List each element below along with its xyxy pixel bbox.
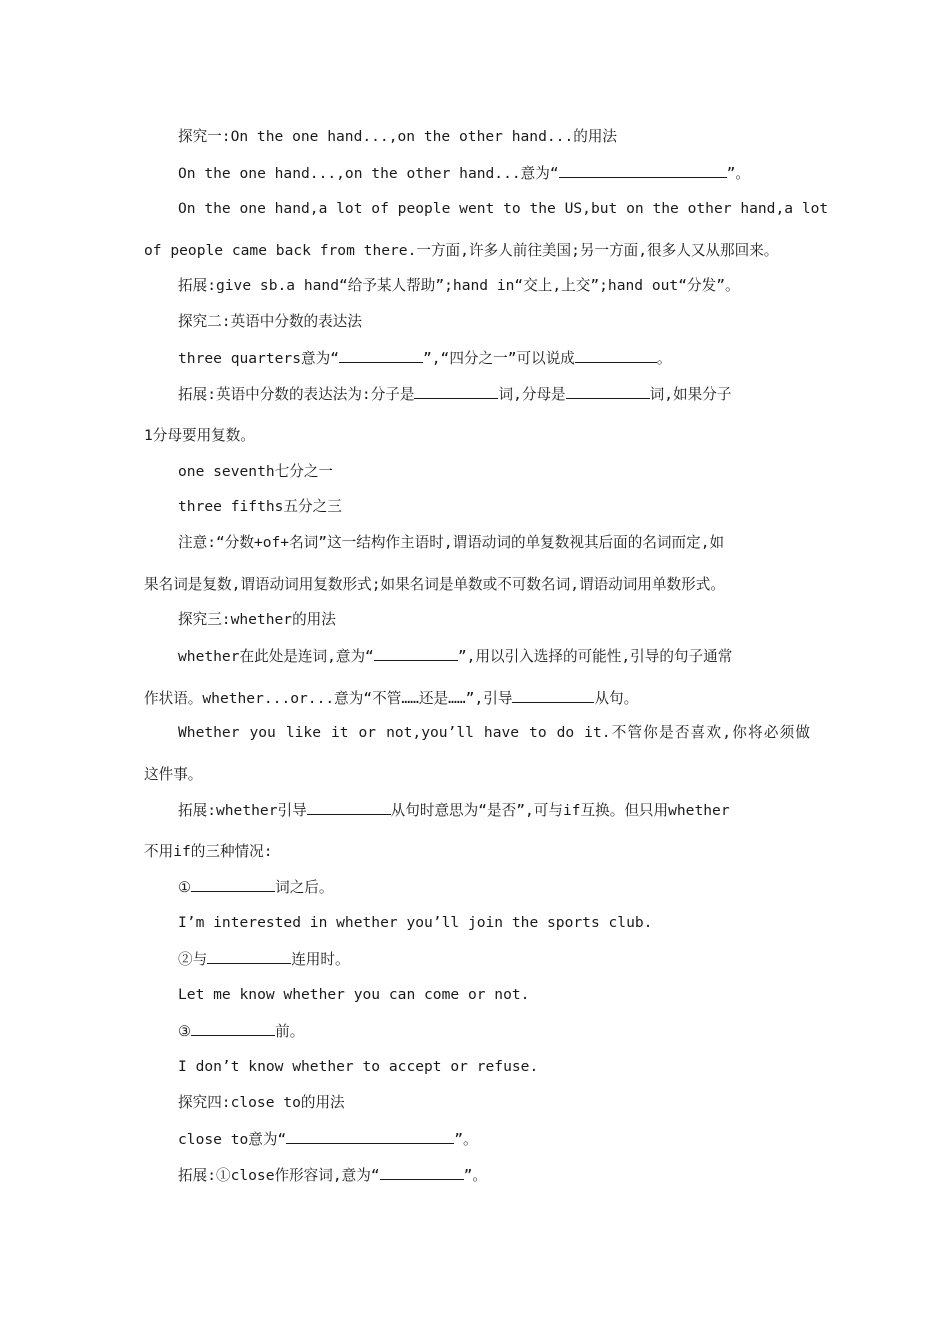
line-text: 词之后。 [275, 879, 334, 896]
definition-line-4 [178, 1129, 810, 1150]
case-item-3 [178, 1021, 810, 1042]
heading-text: 探究三:whether的用法 [178, 611, 336, 628]
heading-text: 探究一:On the one hand...,on the other hand...的用法 [178, 128, 618, 145]
case-item-1 [178, 877, 810, 898]
case-example-1 [178, 913, 810, 933]
line-text: 拓展:give sb.a hand“给予某人帮助”;hand in“交上,上交”;hand out“分发”。 [178, 277, 740, 294]
case-example-2 [178, 985, 810, 1005]
line-text: ① [178, 879, 192, 896]
line-text: 。 [656, 350, 672, 367]
section-heading-4 [178, 1093, 810, 1113]
fill-blank[interactable] [380, 1165, 464, 1180]
heading-text: 探究二:英语中分数的表达法 [178, 313, 362, 330]
line-text: one seventh七分之一 [178, 463, 334, 480]
line-text: three quarters意为“ [178, 350, 339, 367]
line-text: 从句。 [594, 690, 639, 707]
case-example-3 [178, 1057, 810, 1077]
line-text: 拓展:①close作形容词,意为“ [178, 1167, 380, 1184]
heading-text: 探究四:close to的用法 [178, 1094, 345, 1111]
line-text: ③ [178, 1023, 192, 1040]
line-text: Whether you like it or not,you’ll have to do it.不管你是否喜欢,你将必须做 [178, 724, 810, 741]
case-item-2 [178, 949, 810, 970]
line-text: of people came back from there.一方面,许多人前往美国;另一方面,很多人又从那回来。 [144, 242, 779, 259]
line-text: 从句时意思为“是否”,可与if互换。但只用whether [390, 802, 730, 819]
example-fraction-1 [178, 462, 810, 482]
line-text: 前。 [275, 1023, 305, 1040]
fill-blank[interactable] [191, 1021, 275, 1036]
note-line [178, 533, 810, 553]
fill-blank[interactable] [339, 348, 423, 363]
line-text: 拓展:whether引导 [178, 802, 307, 819]
line-text: I’m interested in whether you’ll join the sports club. [178, 914, 653, 931]
fill-blank[interactable] [575, 348, 657, 363]
note-line-cont [144, 575, 810, 595]
definition-line-1 [178, 163, 810, 184]
line-text: three fifths五分之三 [178, 498, 342, 515]
line-text: ”。 [726, 165, 751, 182]
line-text: 不用if的三种情况: [144, 843, 273, 860]
line-text: ”。 [454, 1131, 478, 1148]
line-text: On the one hand...,on the other hand...意为“ [178, 165, 559, 182]
fill-blank[interactable] [374, 646, 458, 661]
extension-line-2 [178, 384, 810, 405]
extension-line-3-cont [144, 842, 810, 862]
line-text: 这件事。 [144, 766, 203, 783]
extension-line-4 [178, 1165, 810, 1186]
line-text: 连用时。 [291, 951, 350, 968]
example-line-1 [178, 199, 829, 219]
example-line-3-cont [144, 765, 810, 785]
line-text: whether在此处是连词,意为“ [178, 648, 374, 665]
section-heading-3 [178, 610, 810, 630]
line-text: 果名词是复数,谓语动词用复数形式;如果名词是单数或不可数名词,谓语动词用单数形式。 [144, 576, 725, 593]
line-text: 词,分母是 [498, 386, 566, 403]
extension-line-1 [178, 276, 810, 296]
line-text: ②与 [178, 951, 208, 968]
fill-blank[interactable] [566, 384, 650, 399]
line-text: 注意:“分数+of+名词”这一结构作主语时,谓语动词的单复数视其后面的名词而定,如 [178, 534, 725, 551]
section-heading-1 [178, 127, 810, 147]
definition-line-3-cont [144, 688, 810, 709]
line-text: close to意为“ [178, 1131, 287, 1148]
example-fraction-2 [178, 497, 810, 517]
extension-line-2-cont [144, 426, 810, 446]
line-text: 作状语。whether...or...意为“不管……还是……”,引导 [144, 690, 513, 707]
line-text: ”,“四分之一”可以说成 [422, 350, 575, 367]
fill-blank[interactable] [191, 877, 275, 892]
fill-blank[interactable] [512, 688, 594, 703]
line-text: ”,用以引入选择的可能性,引导的句子通常 [457, 648, 733, 665]
fill-blank[interactable] [559, 163, 727, 178]
definition-line-2 [178, 348, 810, 369]
example-line-1-cont [144, 241, 810, 261]
section-heading-2 [178, 312, 810, 332]
fill-blank[interactable] [286, 1129, 454, 1144]
line-text: ”。 [463, 1167, 488, 1184]
fill-blank[interactable] [414, 384, 498, 399]
line-text: Let me know whether you can come or not. [178, 986, 530, 1003]
example-line-3 [178, 723, 810, 743]
line-text: 词,如果分子 [649, 386, 732, 403]
line-text: 1分母要用复数。 [144, 427, 255, 444]
fill-blank[interactable] [207, 949, 291, 964]
extension-line-3 [178, 800, 810, 821]
fill-blank[interactable] [307, 800, 391, 815]
line-text: On the one hand,a lot of people went to the US,but on the other hand,a lot [178, 200, 829, 217]
line-text: I don’t know whether to accept or refuse. [178, 1058, 539, 1075]
line-text: 拓展:英语中分数的表达法为:分子是 [178, 386, 415, 403]
definition-line-3 [178, 646, 810, 667]
